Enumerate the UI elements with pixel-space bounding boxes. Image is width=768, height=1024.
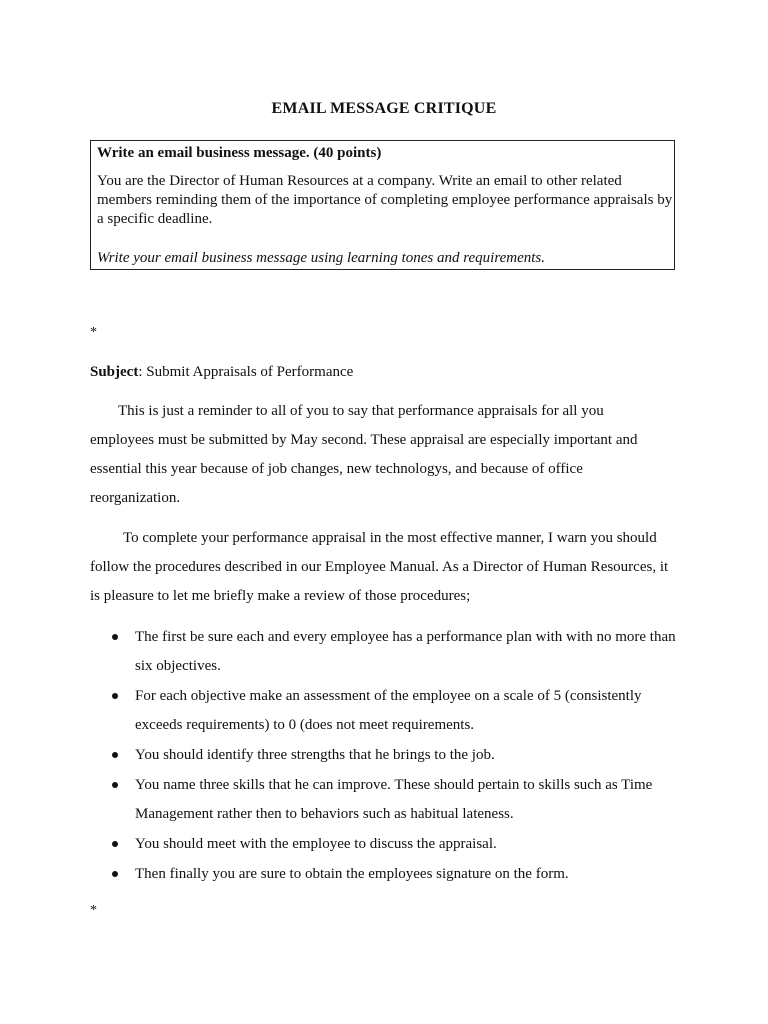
list-item (90, 771, 680, 829)
list-item (90, 623, 680, 681)
procedure-list (90, 623, 680, 890)
subject-label: Subject (90, 364, 139, 380)
bullet-icon (112, 634, 118, 640)
separator-bottom: * (90, 903, 97, 918)
prompt-instruction: Write your email business message using learning tones and requirements. (97, 250, 546, 266)
assignment-prompt-box (90, 140, 675, 270)
subject-text: : Submit Appraisals of Performance (138, 364, 354, 380)
list-item-text: You should meet with the employee to discuss the appraisal. (135, 836, 497, 852)
bullet-icon (112, 841, 118, 847)
list-item-text: For each objective make an assessment of the employee on a scale of 5 (consistently exceeds requirements) to 0 (does not meet requirements. (135, 688, 642, 733)
bullet-icon (112, 871, 118, 877)
email-paragraph-1: This is just a reminder to all of you to say that performance appraisals for all you employees must be submitted by May second. These appraisal are especially important and essential this year because of job changes, new technologys, and because of office reorganization. (90, 403, 638, 506)
bullet-icon (112, 693, 118, 699)
email-paragraph-2: To complete your performance appraisal in the most effective manner, I warn you should follow the procedures described in our Employee Manual. As a Director of Human Resources, it is pleasure to let me briefly make a review of those procedures; (90, 530, 669, 604)
prompt-body: You are the Director of Human Resources at a company. Write an email to other related members reminding them of the importance of completing employee performance appraisals by a specific deadline. (97, 173, 673, 227)
separator-top: * (90, 325, 97, 340)
email-subject-line (90, 364, 353, 381)
list-item-text: You should identify three strengths that he brings to the job. (135, 747, 495, 763)
list-item-text: Then finally you are sure to obtain the employees signature on the form. (135, 866, 569, 882)
list-item (90, 741, 680, 770)
prompt-heading: Write an email business message. (40 points) (97, 145, 382, 161)
bullet-icon (112, 752, 118, 758)
list-item (90, 682, 680, 740)
list-item (90, 830, 680, 859)
bullet-icon (112, 782, 118, 788)
list-item-text: You name three skills that he can improve. These should pertain to skills such as Time Management rather then to behaviors such as habitual lateness. (135, 777, 653, 822)
list-item (90, 860, 680, 889)
list-item-text: The first be sure each and every employee has a performance plan with with no more than six objectives. (135, 629, 676, 674)
document-title: EMAIL MESSAGE CRITIQUE (271, 100, 497, 117)
